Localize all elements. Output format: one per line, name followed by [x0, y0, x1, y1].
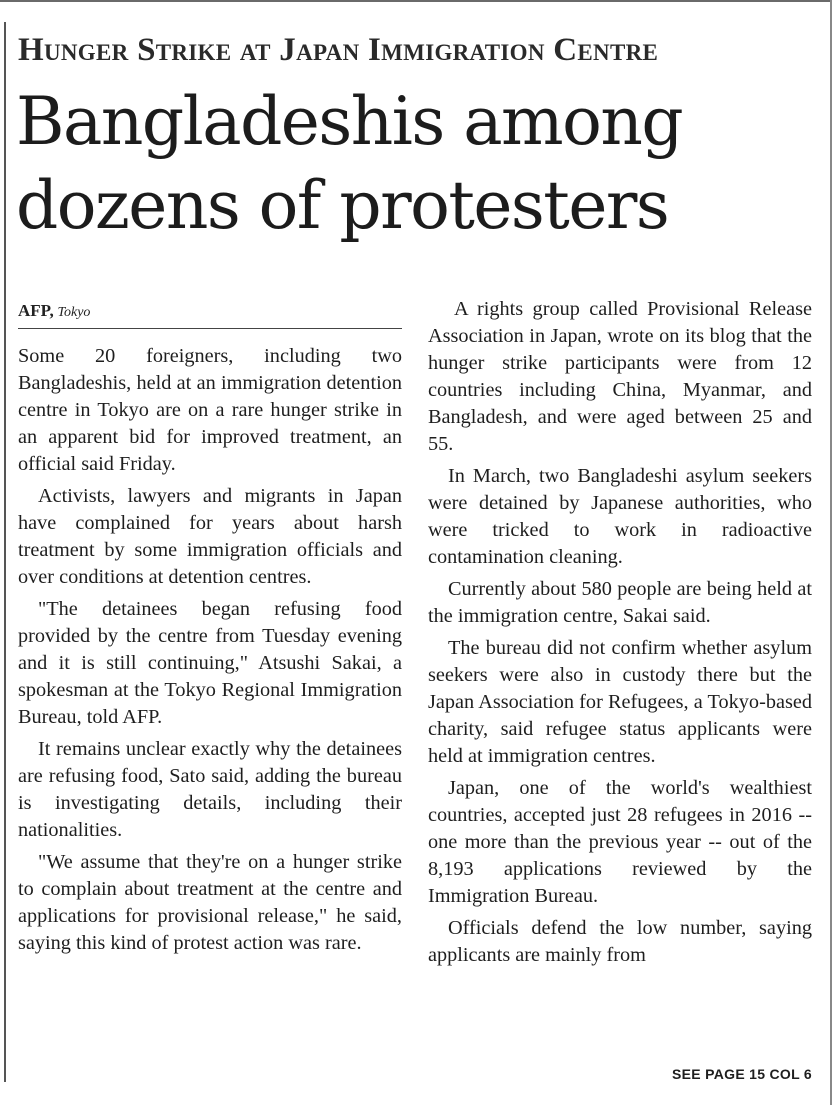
frame-top-border	[0, 0, 832, 2]
article-column-left	[18, 343, 402, 962]
paragraph: Japan, one of the world's wealthiest countries, accepted just 28 refugees in 2016 -- one more than the previous year -- out of the 8,193 applications reviewed by the Immigration Bureau.	[428, 777, 812, 907]
byline	[18, 301, 402, 323]
article-column-right	[428, 296, 812, 974]
paragraph: The bureau did not confirm whether asylum seekers were also in custody there but the Japan Association for Refugees, a Tokyo-based charity, said refugee status applicants were held at immigration centres.	[428, 637, 812, 767]
paragraph: Activists, lawyers and migrants in Japan have complained for years about harsh treatment by some immigration officials and over conditions at detention centres.	[18, 485, 402, 588]
article-kicker: Hunger Strike at Japan Immigration Centre	[18, 32, 659, 68]
headline-line-1: Bangladeshis among	[16, 83, 683, 160]
paragraph: It remains unclear exactly why the detainees are refusing food, Sato said, adding the bureau is investigating details, including their nationalities.	[18, 738, 402, 841]
paragraph: A rights group called Provisional Release Association in Japan, wrote on its blog that the hunger strike participants were from 12 countries including China, Myanmar, and Bangladesh, and were aged between 25 and 55.	[428, 298, 812, 455]
byline-agency: AFP,	[18, 301, 54, 320]
byline-place: Tokyo	[57, 305, 91, 320]
frame-left-border	[4, 22, 6, 1082]
paragraph: Some 20 foreigners, including two Bangladeshis, held at an immigration detention centre in Tokyo are on a rare hunger strike in an apparent bid for improved treatment, an official said Friday.	[18, 345, 402, 475]
continuation-line: SEE PAGE 15 COL 6	[672, 1066, 812, 1082]
paragraph: Currently about 580 people are being held at the immigration centre, Sakai said.	[428, 578, 812, 627]
paragraph: Officials defend the low number, saying applicants are mainly from	[428, 917, 812, 966]
paragraph: In March, two Bangladeshi asylum seekers were detained by Japanese authorities, who were tricked to work in radioactive contamination cleaning.	[428, 465, 812, 568]
headline-line-2: dozens of protesters	[16, 167, 669, 244]
article-headline	[16, 80, 826, 248]
paragraph: "We assume that they're on a hunger strike to complain about treatment at the centre and applications for provisional release," he said, saying this kind of protest action was rare.	[18, 851, 402, 954]
paragraph: "The detainees began refusing food provided by the centre from Tuesday evening and it is still continuing," Atsushi Sakai, a spokesman at the Tokyo Regional Immigration Bureau, told AFP.	[18, 598, 402, 728]
byline-rule	[18, 328, 402, 329]
